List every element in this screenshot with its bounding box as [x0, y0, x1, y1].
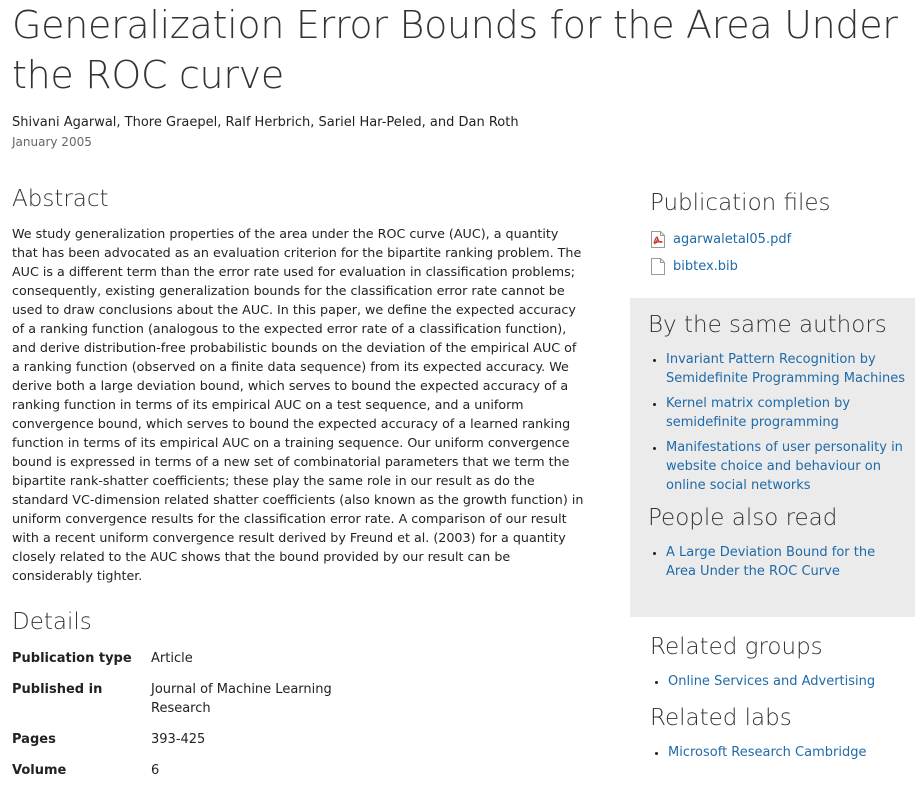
related-lab-link[interactable]: Microsoft Research Cambridge: [668, 745, 867, 760]
pdf-file-link[interactable]: agarwaletal05.pdf: [673, 232, 792, 247]
list-item: [668, 743, 910, 762]
also-read-list: [648, 543, 905, 581]
document-file-icon: [650, 258, 666, 275]
related-labs-section: [650, 701, 910, 762]
related-labs-list: [650, 743, 910, 762]
abstract-text: We study generalization properties of the area under the ROC curve (AUC), a quantity that has been advocated as an evaluation criterion for the bipartite ranking problem. The AUC is a different term than the error rate used for evaluation in classification problems; consequently, existing generalization bounds for the classification error rate cannot be used to draw conclusions about the AUC. In this paper, we define the expected accuracy of a ranking function (analogous to the expected error rate of a classification function), and derive distribution-free probabilistic bounds on the deviation of the empirical AUC of a ranking function (observed on a finite data sequence) from its expected accuracy. We derive both a large deviation bound, which serves to bound the expected accuracy of a ranking function in terms of its empirical AUC on a test sequence, and a uniform convergence bound, which serves to bound the expected accuracy of a learned ranking function in terms of its empirical AUC on a training sequence. Our uniform convergence bound is expressed in terms of a new set of combinatorial parameters that we term the bipartite rank-shatter coefficients; these play the same role in our result as do the standard VC-dimension related shatter coefficients (also known as the growth function) in uniform convergence results for the classification error rate. A comparison of our result with a recent uniform convergence result derived by Freund et al. (2003) for a quantity closely related to the AUC shows that the bound provided by our result can be considerably tighter.: [12, 226, 584, 583]
related-groups-list: [650, 672, 910, 691]
details-value: 6: [151, 763, 160, 778]
details-value: 393-425: [151, 732, 206, 747]
authors-line: Shivani Agarwal, Thore Graepel, Ralf Herbrich, Sariel Har-Peled, and Dan Roth: [12, 115, 519, 130]
related-groups-labs: [650, 630, 910, 772]
file-item-pdf: [650, 226, 915, 253]
page-title: Generalization Error Bounds for the Area Under the ROC curve: [12, 3, 898, 97]
details-value: Article: [151, 651, 193, 666]
pdf-file-icon: [650, 231, 666, 248]
details-table: [12, 649, 351, 792]
details-heading: Details: [12, 609, 92, 635]
list-item: [666, 350, 905, 388]
details-label: Volume: [12, 763, 67, 778]
list-item: [668, 672, 910, 691]
list-item: [666, 543, 905, 581]
details-label: Published in: [12, 682, 103, 697]
related-groups-heading: Related groups: [650, 634, 823, 660]
related-publication-link[interactable]: Manifestations of user personality in website choice and behaviour on online social networks: [666, 440, 903, 493]
publication-files-section: [650, 186, 915, 280]
also-read-link[interactable]: A Large Deviation Bound for the Area Under the ROC Curve: [666, 545, 876, 579]
details-value: Journal of Machine Learning Research: [151, 682, 332, 716]
details-row: [12, 649, 351, 680]
publication-date: January 2005: [12, 135, 92, 149]
file-item-bib: [650, 253, 915, 280]
related-panel: [630, 298, 915, 617]
list-item: [666, 394, 905, 432]
related-groups-section: [650, 630, 910, 691]
publication-files-heading: Publication files: [650, 190, 831, 216]
related-publication-link[interactable]: Kernel matrix completion by semidefinite programming: [666, 396, 851, 430]
main-content: [12, 182, 587, 792]
related-labs-heading: Related labs: [650, 705, 792, 731]
bibtex-file-link[interactable]: bibtex.bib: [673, 259, 738, 274]
abstract-heading: Abstract: [12, 186, 109, 212]
related-group-link[interactable]: Online Services and Advertising: [668, 674, 876, 689]
related-publication-link[interactable]: Invariant Pattern Recognition by Semidefinite Programming Machines: [666, 352, 905, 386]
details-row: [12, 730, 351, 761]
same-authors-list: [648, 350, 905, 495]
details-label: Pages: [12, 732, 56, 747]
details-label: Publication type: [12, 651, 132, 666]
details-row: [12, 761, 351, 792]
details-row: [12, 680, 351, 730]
list-item: [666, 438, 905, 495]
also-read-heading: People also read: [648, 505, 838, 531]
same-authors-heading: By the same authors: [648, 312, 887, 338]
